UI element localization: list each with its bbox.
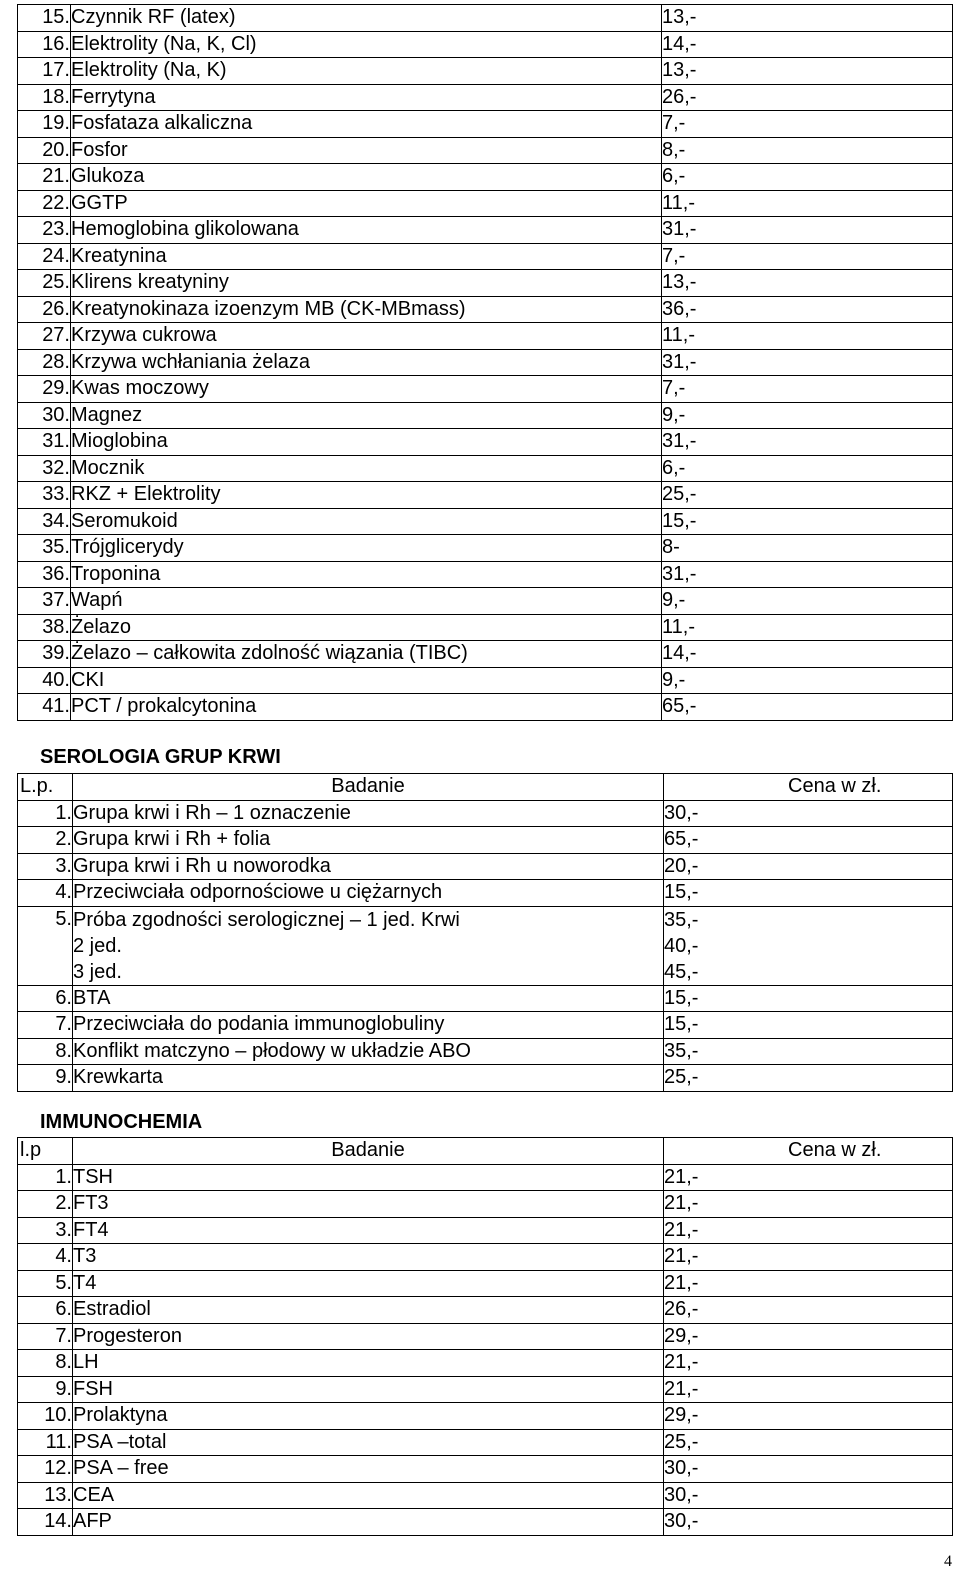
row-price: 8- xyxy=(662,535,953,562)
row-price: 21,- xyxy=(664,1164,953,1191)
row-price: 29,- xyxy=(664,1323,953,1350)
row-test-name: Konflikt matczyno – płodowy w układzie ABO xyxy=(73,1038,664,1065)
row-number: 22. xyxy=(18,190,71,217)
row-test-name: PCT / prokalcytonina xyxy=(71,694,662,721)
row-price-line: 35,- xyxy=(664,908,699,931)
row-test-name: Hemoglobina glikolowana xyxy=(71,217,662,244)
row-number: 6. xyxy=(18,985,73,1012)
row-number: 28. xyxy=(18,349,71,376)
table-row xyxy=(18,985,953,1012)
row-price: 15,- xyxy=(664,880,953,907)
row-price: 65,- xyxy=(662,694,953,721)
row-test-name: Żelazo – całkowita zdolność wiązania (TIBC) xyxy=(71,641,662,668)
row-number: 24. xyxy=(18,243,71,270)
row-price: 7,- xyxy=(662,111,953,138)
serology-price-table xyxy=(17,773,953,1092)
row-test-name: Kreatynokinaza izoenzym MB (CK-MBmass) xyxy=(71,296,662,323)
table-row xyxy=(18,1482,953,1509)
row-test-name: Fosfor xyxy=(71,137,662,164)
row-price: 25,- xyxy=(664,1429,953,1456)
row-price: 21,- xyxy=(664,1270,953,1297)
row-number: 37. xyxy=(18,588,71,615)
header-badanie: Badanie xyxy=(73,774,664,801)
row-test-name: Żelazo xyxy=(71,614,662,641)
table-row xyxy=(18,1244,953,1271)
header-cena: Cena w zł. xyxy=(664,774,953,801)
row-price: 25,- xyxy=(664,1065,953,1092)
row-price: 20,- xyxy=(664,853,953,880)
table-row xyxy=(18,270,953,297)
row-price-line: 40,- xyxy=(664,934,699,957)
row-price: 21,- xyxy=(664,1191,953,1218)
row-test-name: FSH xyxy=(73,1376,664,1403)
header-badanie: Badanie xyxy=(73,1138,664,1165)
row-price: 26,- xyxy=(664,1297,953,1324)
row-number: 1. xyxy=(18,800,73,827)
row-price: 8,- xyxy=(662,137,953,164)
table-row xyxy=(18,217,953,244)
row-number: 36. xyxy=(18,561,71,588)
table-row xyxy=(18,190,953,217)
row-number: 4. xyxy=(18,1244,73,1271)
table-row xyxy=(18,800,953,827)
row-price: 21,- xyxy=(664,1350,953,1377)
row-price: 25,- xyxy=(662,482,953,509)
row-number: 13. xyxy=(18,1482,73,1509)
row-price: 65,- xyxy=(664,827,953,854)
row-number: 5. xyxy=(18,906,73,985)
row-number: 10. xyxy=(18,1403,73,1430)
row-number: 25. xyxy=(18,270,71,297)
row-number: 38. xyxy=(18,614,71,641)
row-price: 30,- xyxy=(664,1509,953,1536)
row-price: 13,- xyxy=(662,270,953,297)
row-test-name: Klirens kreatyniny xyxy=(71,270,662,297)
row-price: 31,- xyxy=(662,349,953,376)
table-row xyxy=(18,1429,953,1456)
table-row xyxy=(18,482,953,509)
row-price: 14,- xyxy=(662,641,953,668)
table-row xyxy=(18,1376,953,1403)
row-number: 2. xyxy=(18,1191,73,1218)
row-number: 27. xyxy=(18,323,71,350)
table-row xyxy=(18,1012,953,1039)
row-price: 36,- xyxy=(662,296,953,323)
row-number: 26. xyxy=(18,296,71,323)
row-test-name: Grupa krwi i Rh u noworodka xyxy=(73,853,664,880)
row-test-name: T4 xyxy=(73,1270,664,1297)
row-number: 12. xyxy=(18,1456,73,1483)
row-number: 19. xyxy=(18,111,71,138)
table-row xyxy=(18,827,953,854)
table-row xyxy=(18,376,953,403)
row-price: 6,- xyxy=(662,455,953,482)
row-number: 34. xyxy=(18,508,71,535)
table-row xyxy=(18,1350,953,1377)
row-price: 7,- xyxy=(662,243,953,270)
table-row xyxy=(18,1164,953,1191)
row-test-name: Krewkarta xyxy=(73,1065,664,1092)
row-test-name: Przeciwciała odpornościowe u ciężarnych xyxy=(73,880,664,907)
table-row xyxy=(18,588,953,615)
row-test-name: Mocznik xyxy=(71,455,662,482)
table-row xyxy=(18,667,953,694)
table-row xyxy=(18,296,953,323)
row-number: 23. xyxy=(18,217,71,244)
row-price: 31,- xyxy=(662,429,953,456)
row-price: 15,- xyxy=(664,1012,953,1039)
row-price: 26,- xyxy=(662,84,953,111)
table-row xyxy=(18,1217,953,1244)
table-row xyxy=(18,535,953,562)
table-row xyxy=(18,853,953,880)
table-row xyxy=(18,31,953,58)
row-test-name-line: 3 jed. xyxy=(73,960,122,983)
row-test-name: CEA xyxy=(73,1482,664,1509)
row-number: 20. xyxy=(18,137,71,164)
table-row xyxy=(18,429,953,456)
header-cena: Cena w zł. xyxy=(664,1138,953,1165)
row-number: 2. xyxy=(18,827,73,854)
row-price: 6,- xyxy=(662,164,953,191)
row-number: 18. xyxy=(18,84,71,111)
table-row xyxy=(18,641,953,668)
row-test-name: Mioglobina xyxy=(71,429,662,456)
immunochemistry-price-table xyxy=(17,1137,953,1536)
row-number: 3. xyxy=(18,853,73,880)
row-test-name: Glukoza xyxy=(71,164,662,191)
row-price: 15,- xyxy=(664,985,953,1012)
row-number: 30. xyxy=(18,402,71,429)
table-row xyxy=(18,455,953,482)
row-test-name: Trójglicerydy xyxy=(71,535,662,562)
row-number: 21. xyxy=(18,164,71,191)
row-price: 21,- xyxy=(664,1217,953,1244)
row-test-name: Prolaktyna xyxy=(73,1403,664,1430)
row-number: 7. xyxy=(18,1012,73,1039)
table-row xyxy=(18,694,953,721)
row-test-name: Przeciwciała do podania immunoglobuliny xyxy=(73,1012,664,1039)
row-test-name: PSA –total xyxy=(73,1429,664,1456)
header-lp: l.p xyxy=(18,1138,73,1165)
row-price: 35,- xyxy=(664,1038,953,1065)
row-test-name: TSH xyxy=(73,1164,664,1191)
row-number: 35. xyxy=(18,535,71,562)
table-row xyxy=(18,323,953,350)
table-row xyxy=(18,1323,953,1350)
row-number: 16. xyxy=(18,31,71,58)
row-test-name: Kreatynina xyxy=(71,243,662,270)
row-price: 29,- xyxy=(664,1403,953,1430)
table-row xyxy=(18,1270,953,1297)
row-number: 4. xyxy=(18,880,73,907)
row-test-name: FT4 xyxy=(73,1217,664,1244)
section-title-serologia: SEROLOGIA GRUP KRWI xyxy=(40,746,281,768)
header-lp: L.p. xyxy=(18,774,73,801)
row-number: 32. xyxy=(18,455,71,482)
row-price-line: 45,- xyxy=(664,960,699,983)
row-test-name: LH xyxy=(73,1350,664,1377)
table-row xyxy=(18,614,953,641)
table-row xyxy=(18,1065,953,1092)
row-test-name: Czynnik RF (latex) xyxy=(71,5,662,32)
row-price: 9,- xyxy=(662,588,953,615)
row-number: 3. xyxy=(18,1217,73,1244)
row-test-name: AFP xyxy=(73,1509,664,1536)
page-number: 4 xyxy=(944,1553,952,1570)
row-test-name: BTA xyxy=(73,985,664,1012)
row-test-name-line: 2 jed. xyxy=(73,934,122,957)
table-row xyxy=(18,111,953,138)
row-price: 31,- xyxy=(662,217,953,244)
row-test-name: Elektrolity (Na, K, Cl) xyxy=(71,31,662,58)
row-test-name: RKZ + Elektrolity xyxy=(71,482,662,509)
row-price: 15,- xyxy=(662,508,953,535)
row-price: 21,- xyxy=(664,1376,953,1403)
row-price: 14,- xyxy=(662,31,953,58)
row-test-name: Grupa krwi i Rh + folia xyxy=(73,827,664,854)
row-test-name: Ferrytyna xyxy=(71,84,662,111)
row-test-name: PSA – free xyxy=(73,1456,664,1483)
table-row xyxy=(18,349,953,376)
row-number: 15. xyxy=(18,5,71,32)
table-row xyxy=(18,243,953,270)
table-row xyxy=(18,1456,953,1483)
row-number: 29. xyxy=(18,376,71,403)
row-number: 41. xyxy=(18,694,71,721)
row-test-name: Troponina xyxy=(71,561,662,588)
table-row xyxy=(18,5,953,32)
table-row xyxy=(18,1297,953,1324)
table-row xyxy=(18,561,953,588)
row-price: 13,- xyxy=(662,58,953,85)
row-number: 1. xyxy=(18,1164,73,1191)
row-number: 8. xyxy=(18,1038,73,1065)
row-number: 7. xyxy=(18,1323,73,1350)
row-test-name: Magnez xyxy=(71,402,662,429)
table-row xyxy=(18,508,953,535)
row-number: 9. xyxy=(18,1376,73,1403)
table-row xyxy=(18,402,953,429)
row-price: 30,- xyxy=(664,800,953,827)
table-row xyxy=(18,1403,953,1430)
row-test-name: Krzywa cukrowa xyxy=(71,323,662,350)
row-number: 17. xyxy=(18,58,71,85)
table-row xyxy=(18,880,953,907)
row-number: 14. xyxy=(18,1509,73,1536)
row-price: 7,- xyxy=(662,376,953,403)
row-number: 6. xyxy=(18,1297,73,1324)
row-test-name-line: Próba zgodności serologicznej – 1 jed. Krwi xyxy=(73,908,460,931)
row-price: 9,- xyxy=(662,402,953,429)
row-test-name: Elektrolity (Na, K) xyxy=(71,58,662,85)
row-number: 5. xyxy=(18,1270,73,1297)
row-price: 21,- xyxy=(664,1244,953,1271)
row-test-name: Seromukoid xyxy=(71,508,662,535)
row-price: 30,- xyxy=(664,1456,953,1483)
row-test-name: Krzywa wchłaniania żelaza xyxy=(71,349,662,376)
row-test-name xyxy=(73,906,664,985)
row-test-name: Wapń xyxy=(71,588,662,615)
row-price: 13,- xyxy=(662,5,953,32)
row-price: 11,- xyxy=(662,614,953,641)
table-row xyxy=(18,1038,953,1065)
row-test-name: FT3 xyxy=(73,1191,664,1218)
row-test-name: Kwas moczowy xyxy=(71,376,662,403)
row-test-name: Fosfataza alkaliczna xyxy=(71,111,662,138)
table-row xyxy=(18,84,953,111)
row-number: 8. xyxy=(18,1350,73,1377)
row-test-name: Estradiol xyxy=(73,1297,664,1324)
biochemistry-price-table xyxy=(17,4,953,721)
row-number: 31. xyxy=(18,429,71,456)
table-header-row xyxy=(18,774,953,801)
row-number: 33. xyxy=(18,482,71,509)
row-number: 40. xyxy=(18,667,71,694)
row-price xyxy=(664,906,953,985)
row-price: 11,- xyxy=(662,190,953,217)
table-row xyxy=(18,1509,953,1536)
row-test-name: T3 xyxy=(73,1244,664,1271)
row-number: 11. xyxy=(18,1429,73,1456)
row-price: 31,- xyxy=(662,561,953,588)
row-price: 30,- xyxy=(664,1482,953,1509)
table-row xyxy=(18,58,953,85)
table-row xyxy=(18,1191,953,1218)
row-test-name: Progesteron xyxy=(73,1323,664,1350)
row-price: 9,- xyxy=(662,667,953,694)
row-price: 11,- xyxy=(662,323,953,350)
row-test-name: CKI xyxy=(71,667,662,694)
row-number: 9. xyxy=(18,1065,73,1092)
row-test-name: GGTP xyxy=(71,190,662,217)
table-header-row xyxy=(18,1138,953,1165)
table-row xyxy=(18,137,953,164)
table-row xyxy=(18,906,953,985)
row-number: 39. xyxy=(18,641,71,668)
section-title-immunochemia: IMMUNOCHEMIA xyxy=(40,1111,203,1133)
row-test-name: Grupa krwi i Rh – 1 oznaczenie xyxy=(73,800,664,827)
table-row xyxy=(18,164,953,191)
